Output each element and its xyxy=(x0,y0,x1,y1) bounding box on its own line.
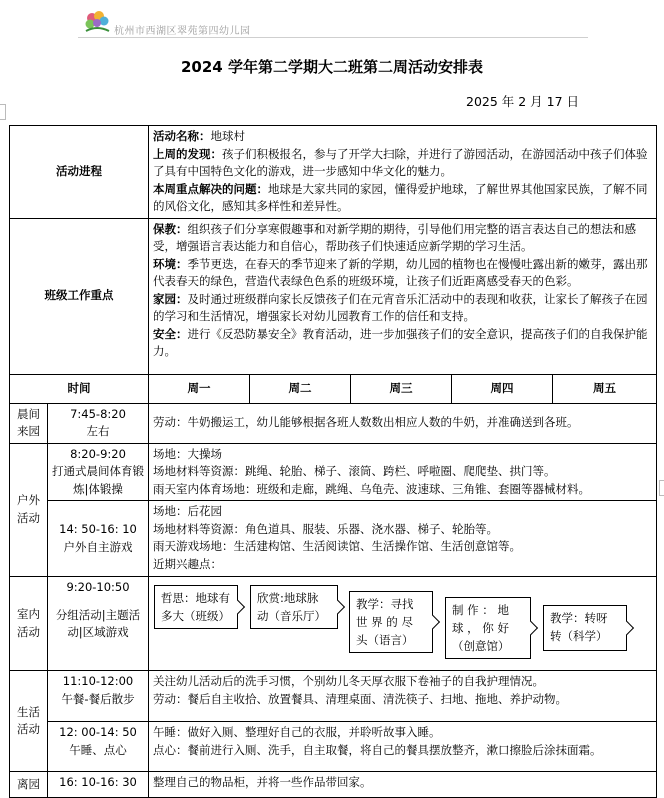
life-slot1-content: 关注幼儿活动后的洗手习惯，个别幼儿冬天厚衣服下卷袖子的自我护理情况。 劳动：餐后自主收拾、放置餐具、清理桌面、清洗筷子、扫地、拖地、养护动物。 xyxy=(149,671,657,722)
morning-label: 晨间来园 xyxy=(10,403,48,443)
morning-time: 7:45-8:20 左右 xyxy=(48,403,149,443)
outdoor-slot2-content: 场地：后花园 场地材料等资源：角色道具、服装、乐器、浇水器、梯子、轮胎等。 雨天游戏场地：生活建构馆、生活阅读馆、生活操作馆、生活创意馆等。 近期兴趣点： xyxy=(149,501,657,577)
leave-time: 16: 10-16: 30 xyxy=(48,772,149,798)
flow-step-5: 教学：转呀 转（科学） xyxy=(543,605,627,651)
life-slot2-time: 12: 00-14: 50 午睡、点心 xyxy=(48,722,149,772)
life-label: 生活活动 xyxy=(10,671,48,772)
indoor-flow xyxy=(149,577,657,671)
header-friday: 周五 xyxy=(553,374,657,403)
life-slot1-time: 11:10-12:00 午餐-餐后散步 xyxy=(48,671,149,722)
flow-step-2: 欣赏:地球脉 动（音乐厅） xyxy=(250,585,338,629)
focus-label: 班级工作重点 xyxy=(10,218,149,374)
progress-content xyxy=(149,126,657,219)
morning-content: 劳动：牛奶搬运工，幼儿能够根据各班人数数出相应人数的牛奶，并准确送到各班。 xyxy=(149,403,657,443)
leave-content: 整理自己的物品柜，并将一些作品带回家。 xyxy=(149,772,657,798)
school-flower-logo-icon xyxy=(82,10,112,34)
indoor-label: 室内活动 xyxy=(10,577,48,671)
progress-label: 活动进程 xyxy=(10,126,149,219)
document-title: 2024 学年第二学期大二班第二周活动安排表 xyxy=(181,58,483,76)
header-thursday: 周四 xyxy=(452,374,553,403)
outdoor-slot1-time: 8:20-9:20 打通式晨间体育锻炼|体锻操 xyxy=(48,443,149,501)
progress-line: 本周重点解决的问题：地球是大家共同的家园，懂得爱护地球，了解世界其他国家民族，了解不同的风俗文化，感知其多样性和差异性。 xyxy=(153,181,648,213)
left-margin-marker xyxy=(0,104,6,120)
indoor-time: 9:20-10:50 分组活动|主题活动|区域游戏 xyxy=(48,577,149,671)
progress-line: 活动名称：地球村 xyxy=(153,129,245,143)
schedule-table xyxy=(9,125,657,798)
focus-content xyxy=(149,218,657,374)
outdoor-slot1-content: 场地：大操场 场地材料等资源：跳绳、轮胎、梯子、滚筒、跨栏、呼啦圈、爬爬垫、拱门等。 雨天室内体育场地：班级和走廊，跳绳、乌龟壳、波速球、三角锥、套圈等器械材料。 xyxy=(149,443,657,501)
document-date: 2025 年 2 月 17 日 xyxy=(466,94,580,109)
right-margin-marker xyxy=(659,480,664,496)
flow-step-1: 哲思：地球有 多大（班级） xyxy=(154,585,238,629)
header-divider xyxy=(78,37,588,38)
focus-line: 保教：组织孩子们分享寒假趣事和对新学期的期待，引导他们用完整的语言表达自己的想法和感受，增强语言表达能力和自信心，帮助孩子们快速适应新学期的学习生活。 xyxy=(153,221,636,253)
progress-line: 上周的发现：孩子们积极报名，参与了开学大扫除，并进行了游园活动，在游园活动中孩子们体验了具有中国特色文化的游戏，进一步感知中华文化的魅力。 xyxy=(153,146,648,178)
life-slot2-content: 午睡：做好入厕、整理好自己的衣服，并聆听故事入睡。 点心：餐前进行入厕、洗手，自主取餐，将自己的餐具摆放整齐，漱口擦脸后涂抹面霜。 xyxy=(149,722,657,772)
header-tuesday: 周二 xyxy=(250,374,351,403)
page-header xyxy=(0,0,664,46)
outdoor-label: 户外活动 xyxy=(10,443,48,577)
header-time: 时间 xyxy=(10,374,149,403)
flow-step-3: 教学：寻找 世 界 的 尽 头（语言） xyxy=(349,591,433,653)
header-monday: 周一 xyxy=(149,374,250,403)
header-wednesday: 周三 xyxy=(351,374,452,403)
outdoor-slot2-time: 14: 50-16: 10 户外自主游戏 xyxy=(48,501,149,577)
focus-line: 环境：季节更迭，在春天的季节迎来了新的学期，幼儿园的植物也在慢慢吐露出新的嫩芽，露出那代表春天的绿色，营造代表绿色色系的班级环境，让孩子们近距离感受春天的色彩。 xyxy=(153,256,648,288)
school-name: 杭州市西湖区翠苑第四幼儿园 xyxy=(114,26,251,37)
leave-label: 离园 xyxy=(10,772,48,798)
flow-step-4: 制 作 ： 地 球 ， 你 好 （创意馆） xyxy=(445,597,531,659)
focus-line: 家园：及时通过班级群向家长反馈孩子们在元宵音乐汇活动中的表现和收获，让家长了解孩子在园的学习和生活情况，增强家长对幼儿园教育工作的信任和支持。 xyxy=(153,291,648,323)
focus-line: 安全：进行《反恐防暴安全》教育活动，进一步加强孩子们的安全意识，提高孩子们的自我保护能力。 xyxy=(153,326,648,358)
